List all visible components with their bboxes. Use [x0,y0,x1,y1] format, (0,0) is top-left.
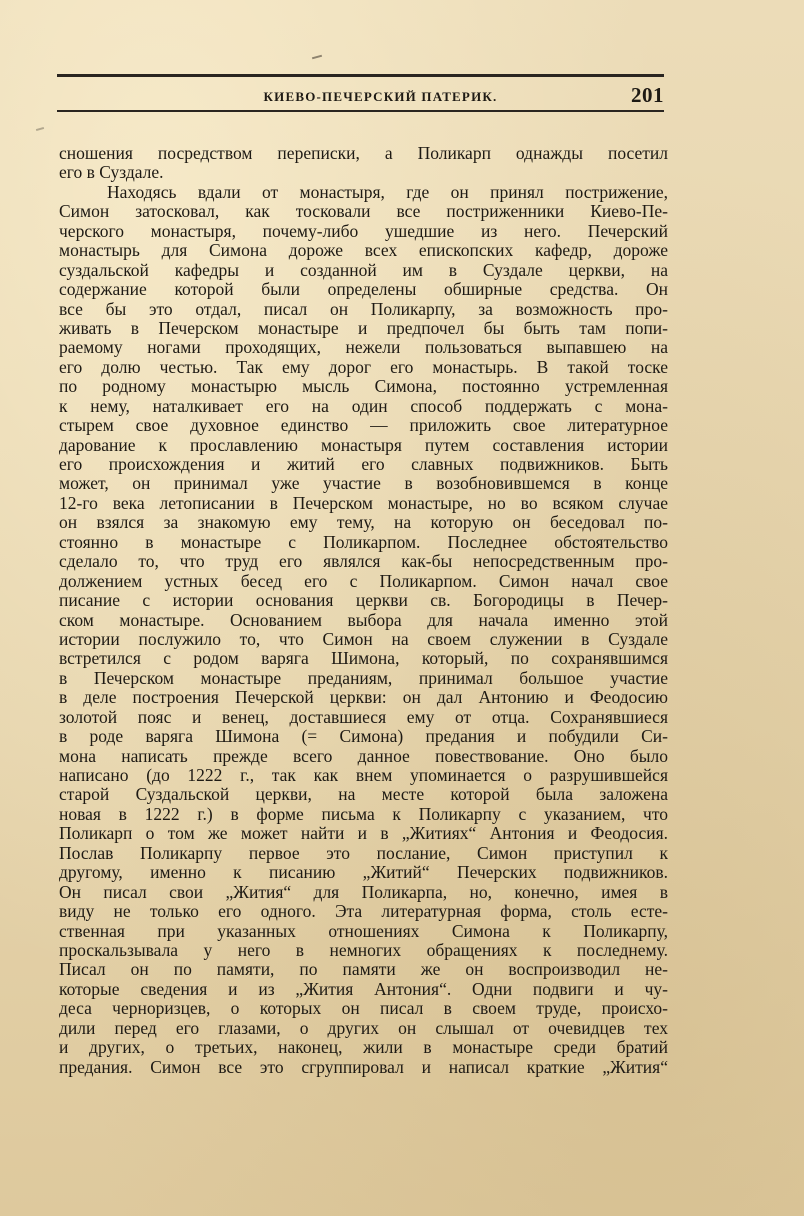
text-line: золотой пояс и венец, доставшиеся ему от отца. Сохранявшиеся [59,707,668,727]
text-line: Поликарп о том же может найти и в „Житиях“ Антония и Феодосия. [59,824,668,844]
text-line: все бы это отдал, писал он Поликарпу, за возможность про- [59,299,668,319]
text-line: и других, о третьих, наконец, жили в монастыре среди братий [59,1038,668,1058]
text-line: монастырь для Симона дороже всех епископских кафедр, дороже [59,241,668,261]
text-line: черского монастыря, почему-либо ушедшие из него. Печерский [59,221,668,241]
text-line: должением устных бесед его с Поликарпом. Симон начал свое [59,571,668,591]
text-line: сделало то, что труд его являлся как-бы непосредственным про- [59,552,668,572]
text-line: писание с истории основания церкви св. Богородицы в Печер- [59,591,668,611]
header-rule-top [57,74,664,77]
text-line: его в Суздале. [59,163,164,183]
text-line: ском монастыре. Основанием выбора для начала именно этой [59,610,668,630]
text-line: написано (до 1222 г., так как внем упоминается о разрушившейся [59,766,668,785]
text-line: Он писал свои „Жития“ для Поликарпа, но, конечно, имея в [59,882,668,902]
text-line: другому, именно к писанию „Житий“ Печерских подвижников. [59,863,668,883]
ink-speck [312,55,322,60]
text-line: дарование к прославлению монастыря путем составления истории [59,435,668,455]
text-line: в деле построения Печерской церкви: он дал Антонию и Феодосию [59,688,668,708]
text-line: раемому ногами проходящих, нежели пользоваться выпавшею на [59,338,668,358]
text-line: которые сведения и из „Жития Антония“. Одни подвиги и чу- [59,979,668,999]
running-title: КИЕВО-ПЕЧЕРСКИЙ ПАТЕРИК. [263,89,498,104]
text-line: его долю честью. Так ему дорог его монастырь. В такой тоске [59,357,668,377]
text-line: 12-го века летописании в Печерском монастыре, но во всяком случае [59,493,668,513]
text-line: к нему, наталкивает его на один способ поддержать с мона- [59,396,668,416]
text-line: Писал он по памяти, по памяти же он воспроизводил не- [59,960,668,980]
text-line: в роде варяга Шимона (= Симона) предания и побудили Си- [59,727,668,747]
text-line: новая в 1222 г.) в форме письма к Поликарпу с указанием, что [59,804,668,824]
text-line: в Печерском монастыре преданиям, принимал большое участие [59,668,668,688]
text-line: суздальской кафедры и созданной им в Суздале церкви, на [59,260,668,280]
text-line: виду не только его одного. Эта литературная форма, столь есте- [59,902,668,922]
text-line: стоянно в монастыре с Поликарпом. Последнее обстоятельство [59,532,668,552]
text-line: деса черноризцев, о которых он писал в своем труде, происхо- [59,999,668,1019]
text-line: живать в Печерском монастыре и предпочел бы быть там попи- [59,318,668,338]
text-line: содержание которой были определены обширные средства. Он [59,280,668,300]
text-line: старой Суздальской церкви, на месте которой была заложена [59,785,668,805]
running-head [57,83,664,108]
text-line: Находясь вдали от монастыря, где он принял пострижение, [107,182,668,202]
text-line: может, он принимал уже участие в возобновившемся в конце [59,474,668,494]
text-line: по родному монастырю мысль Симона, постоянно устремленная [59,377,668,397]
text-line: Симон затосковал, как тосковали все постриженники Киево-Пе- [59,202,668,222]
text-line: проскальзывала у него в немногих обращениях к последнему. [59,940,668,960]
text-line: мона написать прежде всего данное повествование. Оно было [59,746,668,766]
body-text [59,144,668,1077]
text-line: стырем свое духовное единство — приложить свое литературное [59,416,668,436]
text-line: дили перед его глазами, о других он слышал от очевидцев тех [59,1018,668,1038]
text-line: сношения посредством переписки, а Поликарп однажды посетил [59,144,668,163]
text-line: его происхождения и житий его славных подвижников. Быть [59,455,668,474]
text-line: истории послужило то, что Симон на своем служении в Суздале [59,629,668,649]
text-line: он взялся за знакомую ему тему, на которую он беседовал по- [59,513,668,533]
text-line: предания. Симон все это сгруппировал и написал краткие „Жития“ [59,1057,668,1077]
text-line: встретился с родом варяга Шимона, который, по сохранявшимся [59,649,668,669]
page-number: 201 [631,83,664,107]
text-line: Послав Поликарпу первое это послание, Симон приступил к [59,843,668,863]
ink-speck [36,127,44,131]
text-line: ственная при указанных отношениях Симона к Поликарпу, [59,921,668,941]
header-rule-bottom [57,110,664,112]
